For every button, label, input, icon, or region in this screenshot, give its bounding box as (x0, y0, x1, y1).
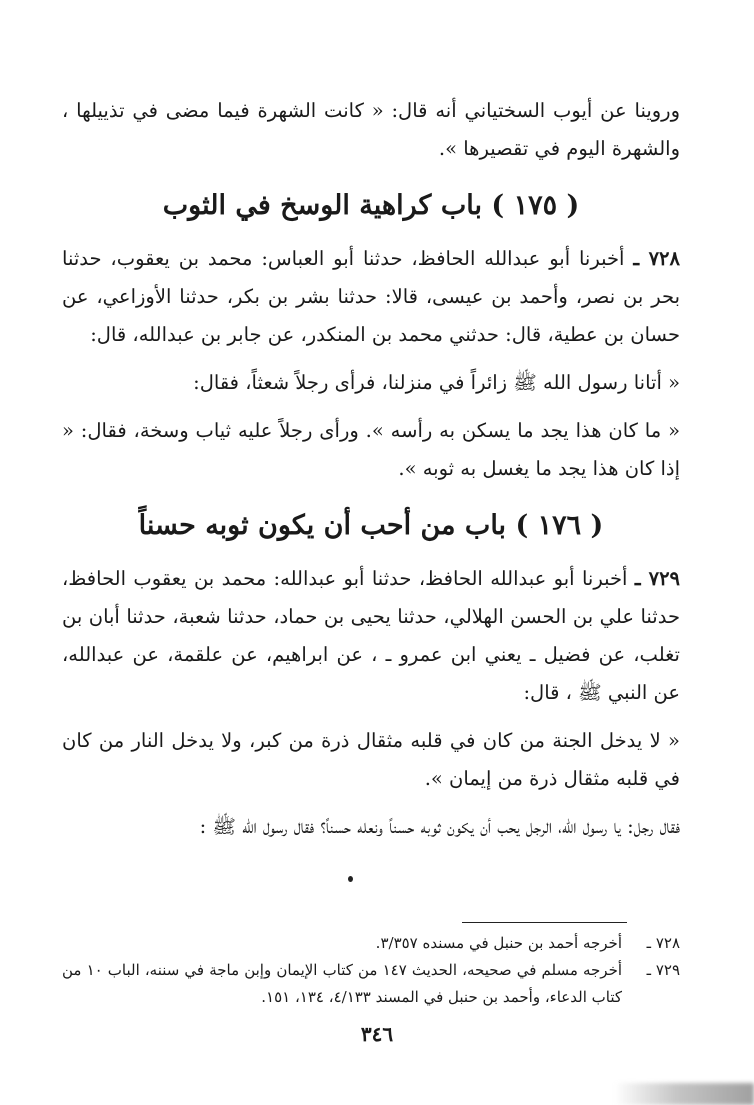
hadith-729-matn-1: « لا يدخل الجنة من كان في قلبه مثقال ذرة من كبر، ولا يدخل النار من كان في قلبه مثقال ذرة من إيمان ». (62, 729, 680, 790)
footnote-text: أخرجه أحمد بن حنبل في مسنده ٣/٣٥٧. (375, 934, 622, 952)
hadith-728-matn-2: « ما كان هذا يجد ما يسكن به رأسه ». ورأى رجلاً عليه ثياب وسخة، فقال: « إذا كان هذا يجد ما يغسل به ثوبه ». (62, 419, 680, 480)
intro-paragraph: وروينا عن أيوب السختياني أنه قال: « كانت الشهرة فيما مضى في تذييلها ، والشهرة اليوم في تقصيرها ». (62, 99, 680, 160)
footnote-728 (62, 930, 680, 957)
page-body (62, 92, 680, 846)
footnote-divider (462, 922, 627, 923)
footnote-number: ٧٢٨ ـ (646, 934, 680, 952)
footnote-number: ٧٢٩ ـ (646, 961, 680, 979)
footnotes (62, 930, 680, 1011)
hadith-728-isnad-text: أخبرنا أبو عبدالله الحافظ، حدثنا أبو العباس: محمد بن يعقوب، حدثنا بحر بن نصر، وأحمد بن عيسى، قالا: حدثنا بشر بن بكر، حدثنا الأوزاعي، عن حسان بن عطية، قال: حدثني محمد بن المنكدر، عن جابر بن عبدالله، قال: (62, 247, 680, 346)
ink-mark (348, 876, 353, 882)
chapter-heading-175: ( ١٧٥ ) باب كراهية الوسخ في الثوب (162, 190, 580, 221)
footnote-text: أخرجه مسلم في صحيحه، الحديث ١٤٧ من كتاب الإيمان وإبن ماجة في سننه، الباب ١٠ من كتاب الدعاء، وأحمد بن حنبل في المسند ٤/١٣٣، ١٣٤، ١٥١. (62, 961, 623, 1006)
hadith-728-isnad (62, 240, 680, 354)
footnote-729 (62, 957, 680, 1011)
hadith-729-isnad-text: أخبرنا أبو عبدالله الحافظ، حدثنا أبو عبدالله: محمد بن يعقوب الحافظ، حدثنا علي بن الحسن الهلالي، حدثنا يحيى بن حماد، حدثنا شعبة، حدثنا أبان بن تغلب، عن فضيل ـ يعني ابن عمرو ـ ، عن ابراهيم، عن علقمة، عن عبدالله، عن النبي ﷺ ، قال: (62, 567, 680, 704)
hadith-number-728: ٧٢٨ ـ (633, 247, 680, 270)
hadith-729-isnad (62, 560, 680, 712)
hadith-728-matn-1: « أتانا رسول الله ﷺ زائراً في منزلنا، فرأى رجلاً شعثاً، فقال: (193, 371, 680, 394)
hadith-729-matn-2: فقال رجل: يا رسول الله، الرجل يحب أن يكون ثوبه حسناً ونعله حسناً؟ فقال رسول الله ﷺ : (199, 815, 680, 838)
scan-smudge (614, 1083, 754, 1105)
chapter-heading-176: ( ١٧٦ ) باب من أحب أن يكون ثوبه حسناً (138, 510, 604, 541)
hadith-number-729: ٧٢٩ ـ (634, 567, 681, 590)
page-number: ٣٤٦ (360, 1022, 394, 1046)
